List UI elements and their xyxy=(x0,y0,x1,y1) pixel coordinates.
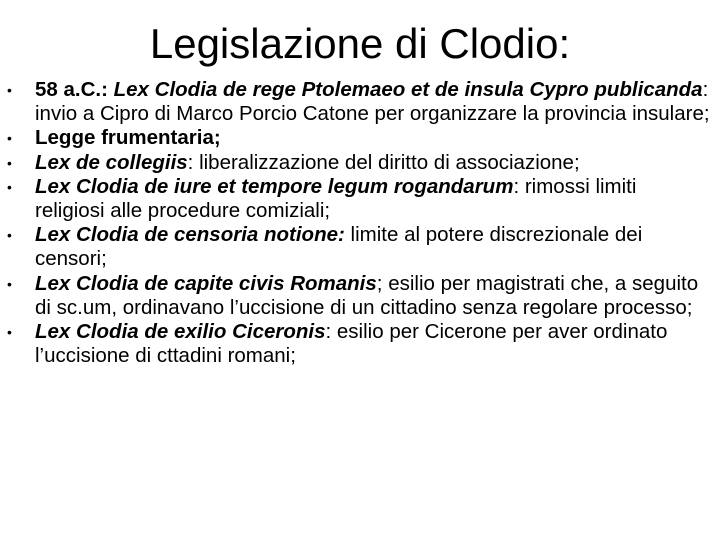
bullet-item xyxy=(0,223,720,271)
bullet-dot: • xyxy=(7,275,12,292)
law-description: : rimossi limiti religiosi alle procedure comiziali; xyxy=(35,174,637,223)
bullet-item xyxy=(0,272,720,320)
bullet-item xyxy=(0,175,720,223)
law-description: : invio a Cipro di Marco Porcio Catone per organizzare la provincia insulare; xyxy=(35,78,710,126)
law-name: Lex Clodia de iure et tempore legum rogandarum xyxy=(35,174,514,198)
law-description: ; esilio per magistrati che, a seguito di sc.um, ordinavano l’uccisione di un cittadino senza regolare processo; xyxy=(35,271,699,319)
bullet-dot: • xyxy=(7,154,12,171)
bullet-dot: • xyxy=(7,82,12,98)
law-name: Lex Clodia de capite civis Romanis xyxy=(35,271,377,295)
bullet-dot: • xyxy=(7,178,12,195)
bullet-date: 58 a.C.: xyxy=(35,78,114,101)
bullet-item xyxy=(0,78,720,126)
law-description: : esilio per Cicerone per aver ordinato l’uccisione di cttadini romani; xyxy=(35,320,668,368)
bullet-dot: • xyxy=(7,324,12,341)
bullet-dot: • xyxy=(7,130,12,147)
bullet-item xyxy=(0,320,720,368)
bullet-dot: • xyxy=(7,227,12,244)
law-name: Lex Clodia de rege Ptolemaeo et de insula Cypro publicanda xyxy=(113,78,703,101)
slide-title: Legislazione di Clodio: xyxy=(149,20,571,67)
bullet-list xyxy=(0,78,720,368)
law-name: Legge frumentaria; xyxy=(35,126,221,150)
law-name: Lex Clodia de censoria notione: xyxy=(35,223,345,247)
law-name: Lex Clodia de exilio Ciceronis xyxy=(35,320,326,344)
bullet-item xyxy=(0,126,720,150)
law-name: Lex de collegiis xyxy=(35,150,188,174)
bullet-item xyxy=(0,151,720,175)
law-description: : liberalizzazione del diritto di associazione; xyxy=(187,150,580,174)
law-description: limite al potere discrezionale dei censori; xyxy=(35,223,643,271)
